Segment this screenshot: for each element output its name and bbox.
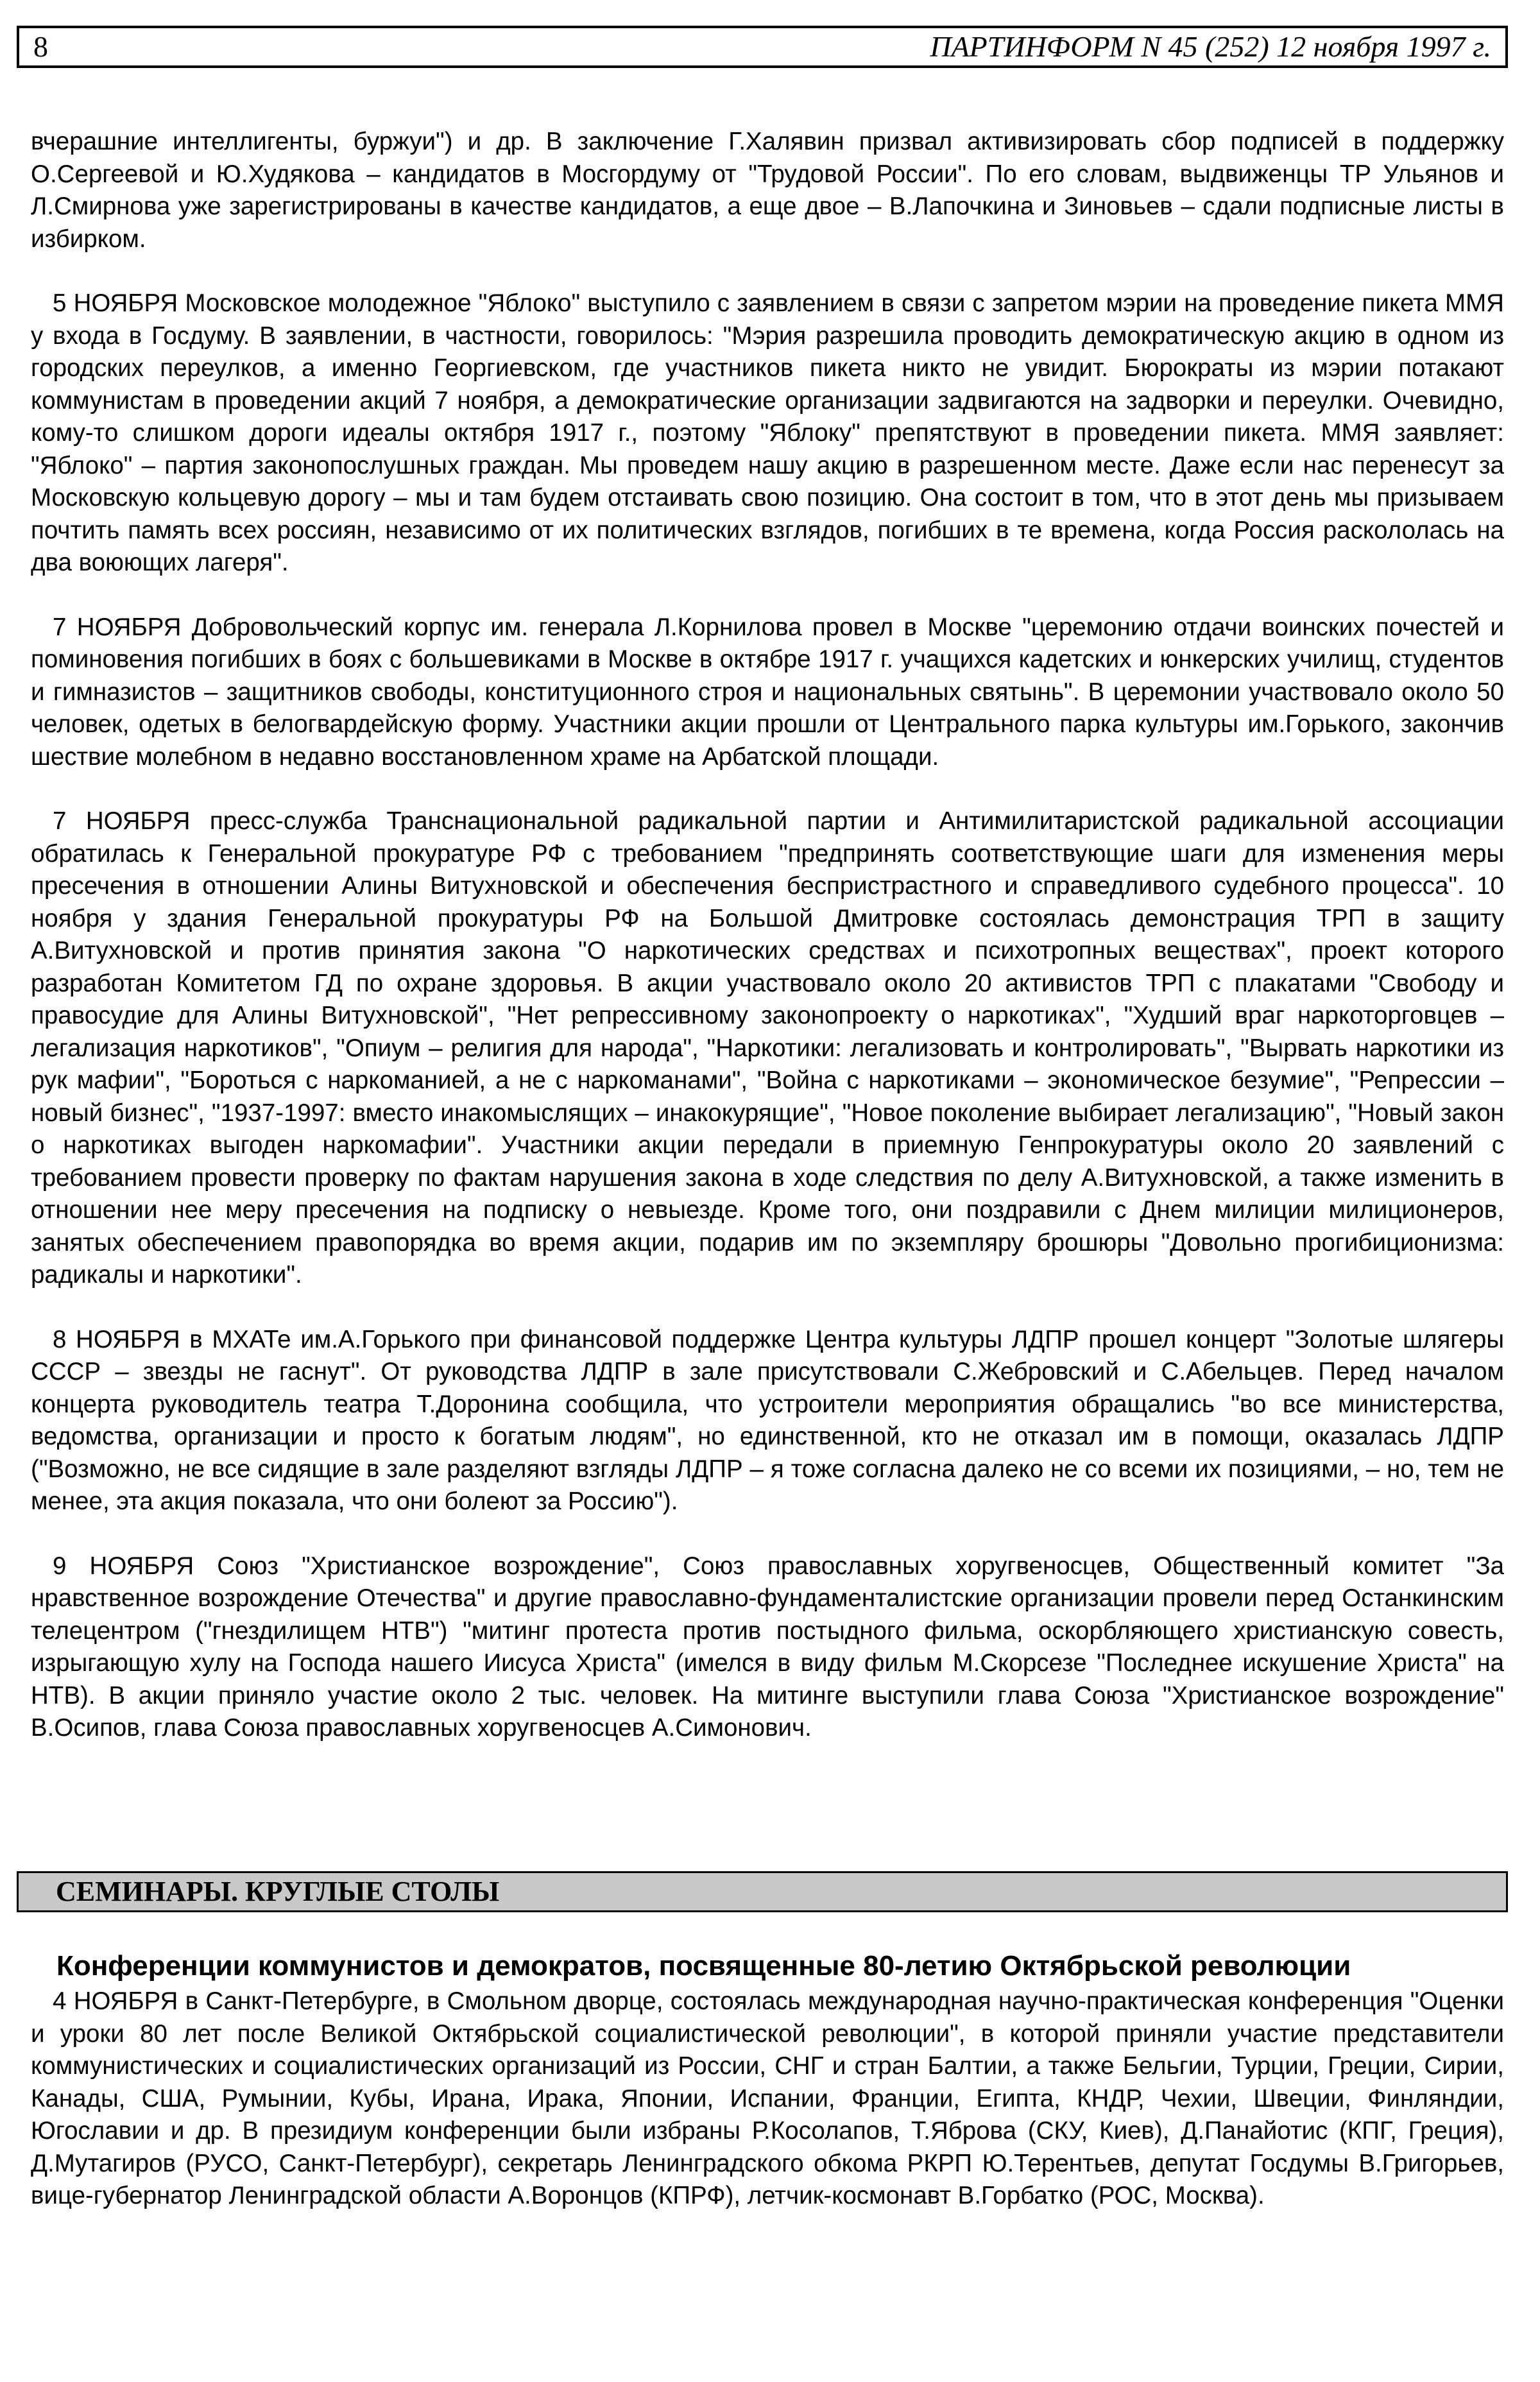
- page-header: [17, 26, 1508, 68]
- paragraph-nov8: 8 НОЯБРЯ в МХАТе им.А.Горького при финансовой поддержке Центра культуры ЛДПР прошел концерт "Золотые шлягеры СССР – звезды не гаснут". От руководства ЛДПР в зале присутствовали С.Жебровский и С.Абельцев. Перед началом концерта руководитель театра Т.Доронина сообщила, что устроители мероприятия обращались "во все министерства, ведомства, организации и просто к богатым людям", но единственной, кто не отказал им в помощи, оказалась ЛДПР ("Возможно, не все сидящие в зале разделяют взгляды ЛДПР – я тоже согласна далеко не со всеми их позициями, – но, тем не менее, эта акция показала, что они болеют за Россию").: [31, 1325, 1504, 1515]
- news-column: [31, 126, 1504, 1745]
- publication-title: ПАРТИНФОРМ N 45 (252) 12 ноября 1997 г.: [930, 30, 1491, 63]
- article-body: [31, 1985, 1504, 2213]
- section-heading: СЕМИНАРЫ. КРУГЛЫЕ СТОЛЫ: [17, 1871, 1508, 1912]
- paragraph-nov5: 5 НОЯБРЯ Московское молодежное "Яблоко" выступило с заявлением в связи с запретом мэрии на проведение пикета ММЯ у входа в Госдуму. В заявлении, в частности, говорилось: "Мэрия разрешила проводить демократическую акцию в одном из городских переулков, а именно Георгиевском, где участников пикета никто не увидит. Бюрократы из мэрии потакают коммунистам в проведении акций 7 ноября, а демократические организации задвигаются на задворки и переулки. Очевидно, кому-то слишком дороги идеалы октября 1917 г., поэтому "Яблоку" препятствуют в проведении пикета. ММЯ заявляет: "Яблоко" – партия законопослушных граждан. Мы проведем нашу акцию в разрешенном месте. Даже если нас перенесут за Московскую кольцевую дорогу – мы и там будем отстаивать свою позицию. Она состоит в том, что в этот день мы призываем почтить память всех россиян, независимо от их политических взглядов, погибших в те времена, когда Россия раскололась на два воюющих лагеря".: [31, 289, 1504, 576]
- paragraph-nov7-kornilov: 7 НОЯБРЯ Добровольческий корпус им. генерала Л.Корнилова провел в Москве "церемонию отдачи воинских почестей и поминовения погибших в боях с большевиками в Москве в октябре 1917 г. учащихся кадетских и юнкерских училищ, студентов и гимназистов – защитников свободы, конституционного строя и национальных святынь". В церемонии участвовало около 50 человек, одетых в белогвардейскую форму. Участники акции прошли от Центрального парка культуры им.Горького, закончив шествие молебном в недавно восстановленном храме на Арбатской площади.: [31, 613, 1504, 771]
- article-title: Конференции коммунистов и демократов, посвященные 80-летию Октябрьской революции: [56, 1950, 1351, 1982]
- paragraph-nov7-trp: 7 НОЯБРЯ пресс-служба Транснациональной радикальной партии и Антимилитаристской радикальной ассоциации обратилась к Генеральной прокуратуре РФ с требованием "предпринять соответствующие шаги для изменения меры пресечения в отношении Алины Витухновской и обеспечения беспристрастного и справедливого судебного процесса". 10 ноября у здания Генеральной прокуратуры РФ на Большой Дмитровке состоялась демонстрация ТРП в защиту А.Витухновской и против принятия закона "О наркотических средствах и психотропных веществах", проект которого разработан Комитетом ГД по охране здоровья. В акции участвовало около 20 активистов ТРП с плакатами "Свободу и правосудие для Алины Витухновской", "Нет репрессивному законопроекту о наркотиках", "Худший враг наркоторговцев – легализация наркотиков", "Опиум – религия для народа", "Наркотики: легализовать и контролировать", "Вырвать наркотики из рук мафии", "Бороться с наркоманией, а не с наркоманами", "Война с наркотиками – экономическое безумие", "Репрессии – новый бизнес", "1937-1997: вместо инакомыслящих – инакокурящие", "Новое поколение выбирает легализацию", "Новый закон о наркотиках выгоден наркомафии". Участники акции передали в приемную Генпрокуратуры около 20 заявлений с требованием провести проверку по фактам нарушения закона в ходе следствия по делу А.Витухновской, а также изменить в отношении нее меру пресечения на подписку о невыезде. Кроме того, они поздравили с Днем милиции милиционеров, занятых обеспечением правопорядка во время акции, подарив им по экземпляру брошюры "Довольно прогибиционизма: радикалы и наркотики".: [31, 807, 1504, 1289]
- paragraph-nov4: 4 НОЯБРЯ в Санкт-Петербурге, в Смольном дворце, состоялась международная научно-практическая конференция "Оценки и уроки 80 лет после Великой Октябрьской социалистической революции", в которой приняли участие представители коммунистических и социалистических организаций из России, СНГ и стран Балтии, а также Бельгии, Турции, Греции, Сирии, Канады, США, Румынии, Кубы, Ирана, Ирака, Японии, Испании, Франции, Египта, КНДР, Чехии, Швеции, Финляндии, Югославии и др. В президиум конференции были избраны Р.Косолапов, Т.Яброва (СКУ, Киев), Д.Панайотис (КПГ, Греция), Д.Мутагиров (РУСО, Санкт-Петербург), секретарь Ленинградского обкома РКРП Ю.Терентьев, депутат Госдумы В.Григорьев, вице-губернатор Ленинградской области А.Воронцов (КПРФ), летчик-космонавт В.Горбатко (РОС, Москва).: [31, 1987, 1504, 2209]
- paragraph-continuation: вчерашние интеллигенты, буржуи") и др. В заключение Г.Халявин призвал активизировать сбор подписей в поддержку О.Сергеевой и Ю.Худякова – кандидатов в Мосгордуму от "Трудовой России". По его словам, выдвиженцы ТР Ульянов и Л.Смирнова уже зарегистрированы в качестве кандидатов, а еще двое – В.Лапочкина и Зиновьев – сдали подписные листы в избирком.: [31, 128, 1504, 253]
- paragraph-nov9: 9 НОЯБРЯ Союз "Христианское возрождение", Союз православных хоругвеносцев, Общественный комитет "За нравственное возрождение Отечества" и другие православно-фундаменталистские организации провели перед Останкинским телецентром ("гнездилищем НТВ") "митинг протеста против постыдного фильма, оскорбляющего христианскую совесть, изрыгающую хулу на Господа нашего Иисуса Христа" (имелся в виду фильм М.Скорсезе "Последнее искушение Христа" на НТВ). В акции приняло участие около 2 тыс. человек. На митинге выступили глава Союза "Христианское возрождение" В.Осипов, глава Союза православных хоругвеносцев А.Симонович.: [31, 1552, 1504, 1742]
- page-number: 8: [33, 30, 48, 63]
